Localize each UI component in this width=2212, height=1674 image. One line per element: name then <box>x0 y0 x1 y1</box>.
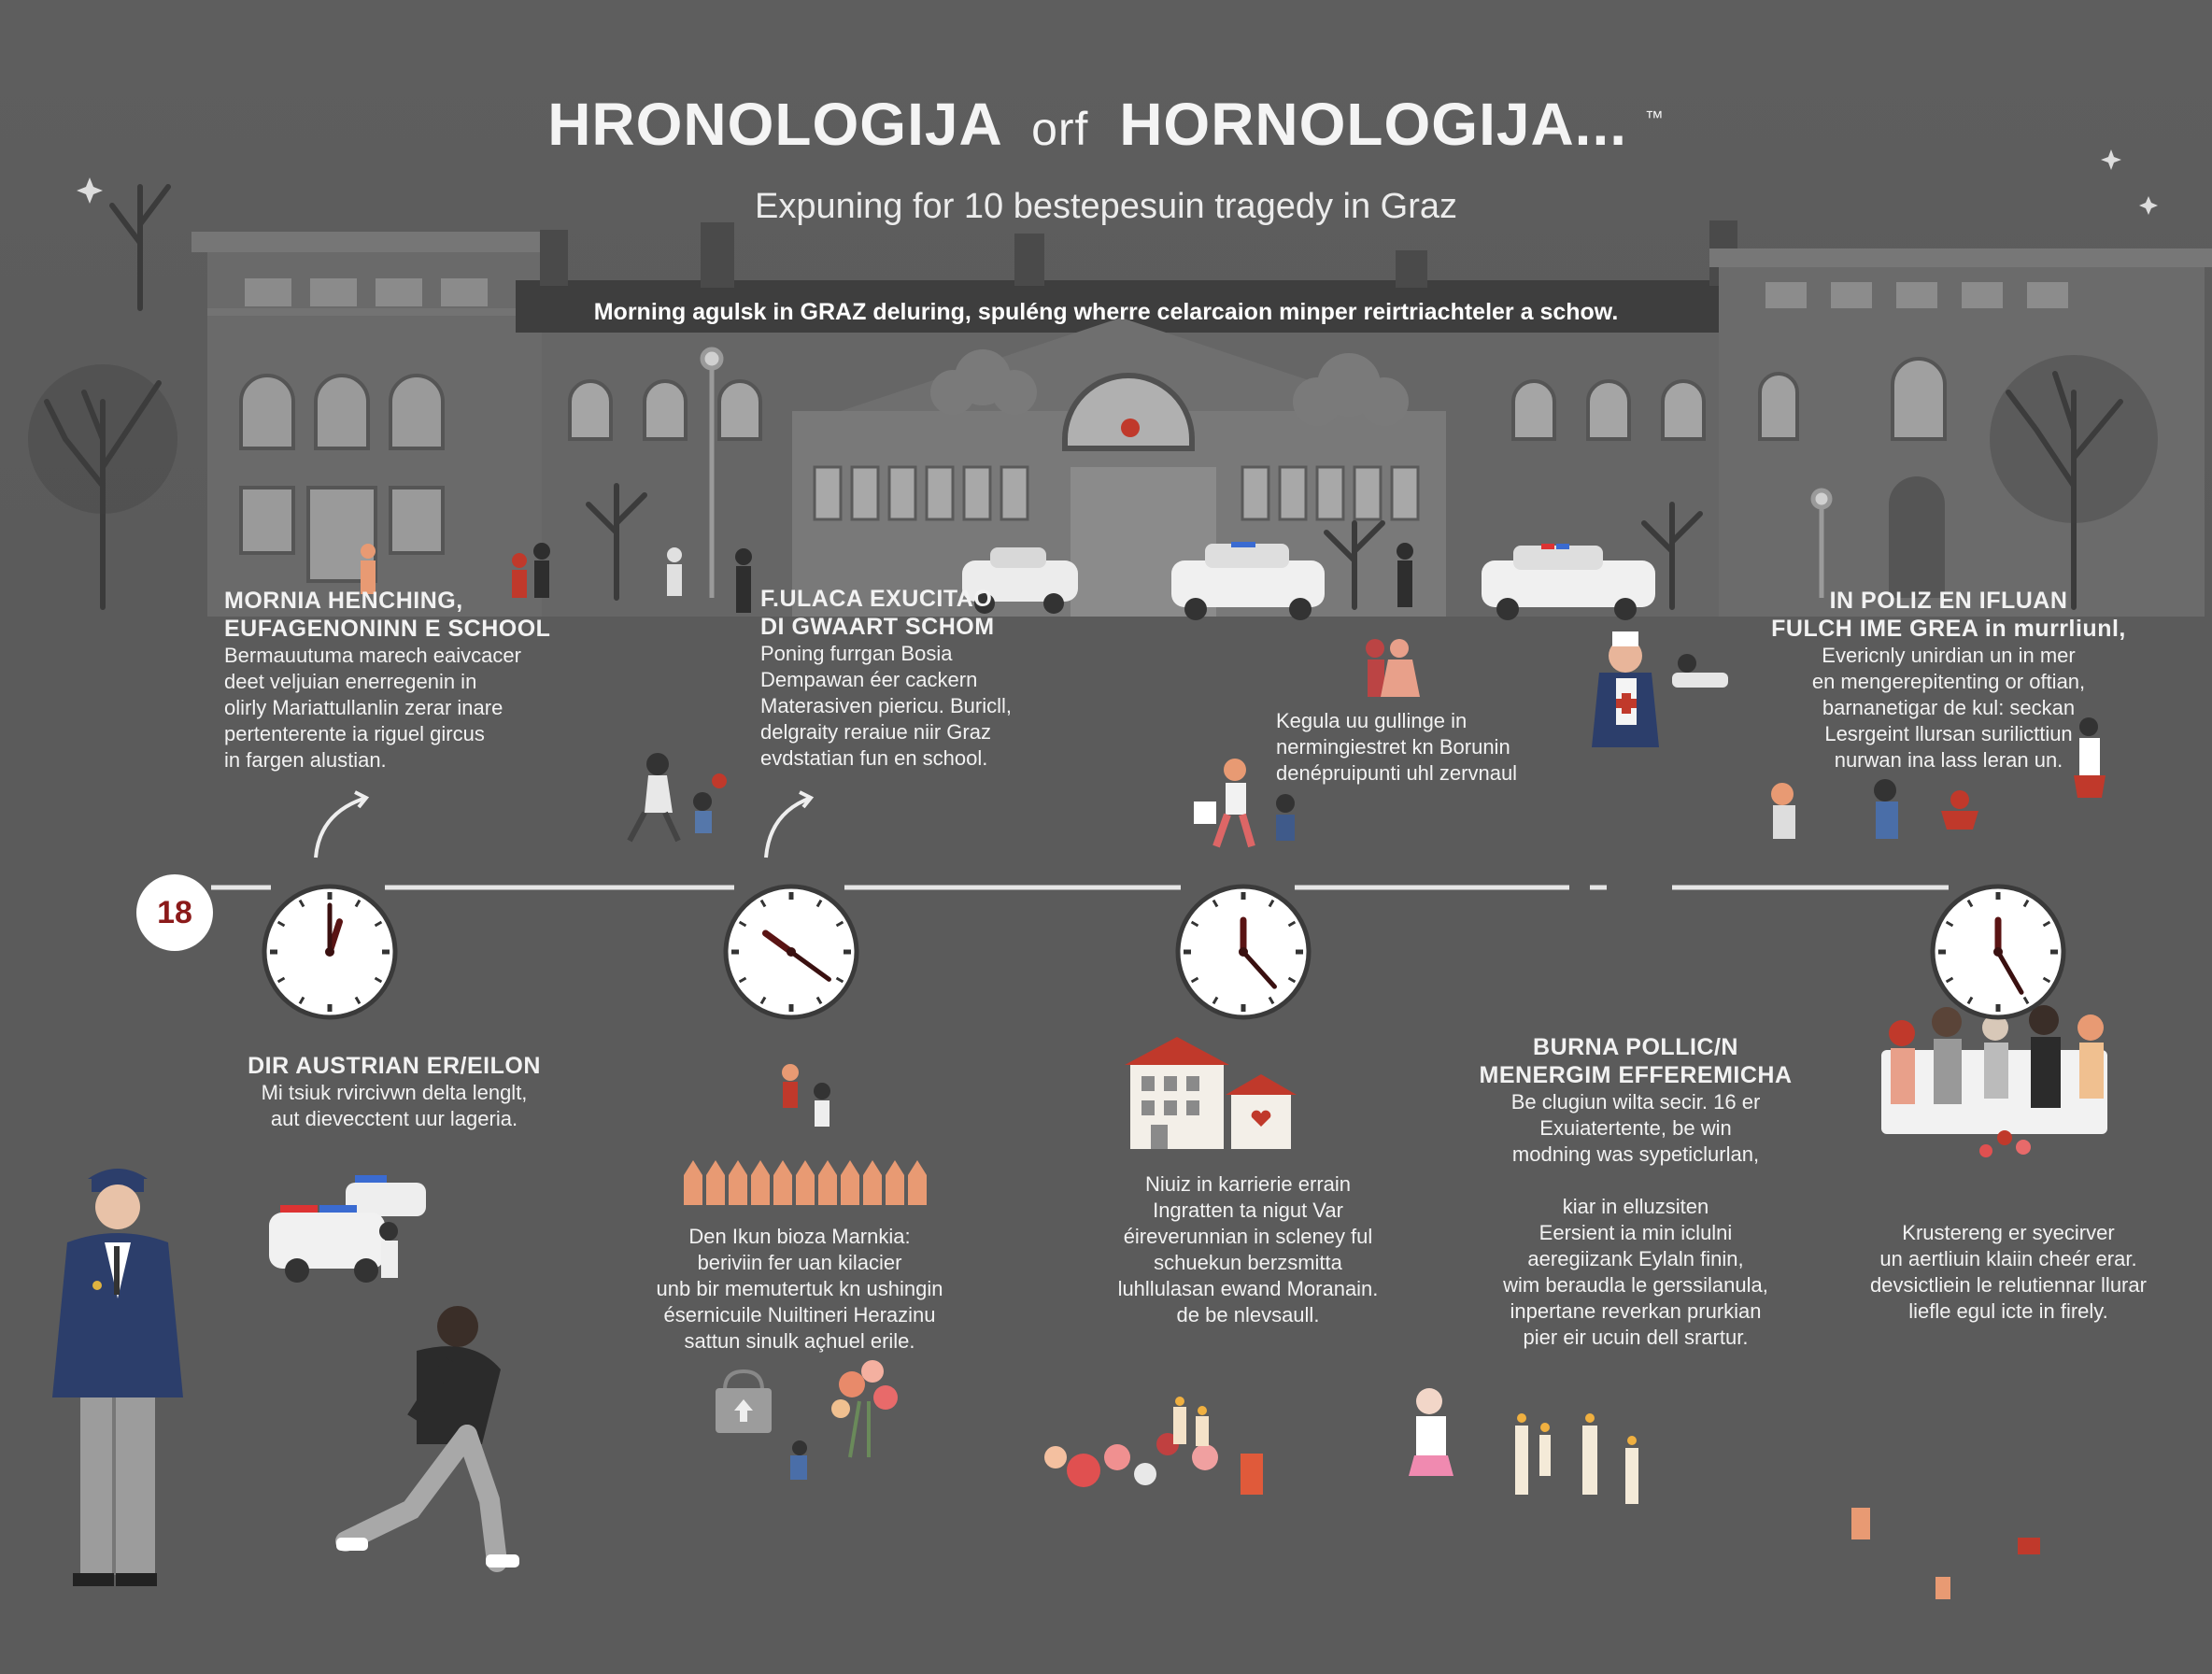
block-body-line: Be clugiun wilta secir. 16 er <box>1510 1090 1761 1114</box>
block-body-line: deet veljuian enerregenin in <box>224 670 477 693</box>
block-body-line: sattun sinulk açhuel erile. <box>684 1329 915 1353</box>
block-body-line: en mengerepitenting or oftian, <box>1811 670 2086 693</box>
left-building <box>191 232 560 617</box>
block-body-line: aeregiizank Eylaln finin, <box>1527 1247 1744 1270</box>
block-body-line: nermingiestret kn Borunin <box>1276 735 1510 759</box>
block-body-line: Lesrgeint llursan surilicttiun <box>1824 722 2073 745</box>
block-body-line: in fargen alustian. <box>224 748 387 772</box>
clock-icon <box>260 882 400 1022</box>
block-heading-line: MENERGIM EFFEREMICHA <box>1479 1062 1793 1088</box>
block-body-line: aut dievecctent uur lageria. <box>270 1107 518 1130</box>
block-body-line: Exuiatertente, be win <box>1539 1116 1732 1140</box>
trademark-mark: ™ <box>1644 107 1665 129</box>
block-heading-line: IN POLIZ EN IFLUAN <box>1829 588 2068 614</box>
block-body-line: Den Ikun bioza Marnkia: <box>688 1225 911 1248</box>
lower-block-5 <box>1831 1220 2186 1325</box>
upper-block-3 <box>1276 708 1594 787</box>
clock-icon <box>1173 882 1313 1022</box>
block-body-line: kiar in elluzsiten <box>1562 1195 1709 1218</box>
block-heading-line: DIR AUSTRIAN ER/EILON <box>248 1053 541 1079</box>
block-heading-line: F.ULACA EXUCITAO <box>760 586 993 612</box>
title-right: HORNOLOGIJA... <box>1119 91 1628 158</box>
block-body-line: luhllulasan ewand Moranain. <box>1117 1277 1379 1300</box>
page-title <box>0 90 2212 159</box>
lower-block-1 <box>217 1052 572 1132</box>
block-heading-line: DI GWAART SCHOM <box>760 614 995 640</box>
block-heading-line: FULCH IME GREA in murrliunl, <box>1771 616 2126 642</box>
block-body-line: un aertliuin klaiin cheér erar. <box>1879 1247 2137 1270</box>
clock-icon <box>1928 882 2068 1022</box>
block-body-line: olirly Mariattullanlin zerar inare <box>224 696 503 719</box>
lower-block-2 <box>631 1224 968 1355</box>
block-body-line: evdstatian fun en school. <box>760 746 988 770</box>
block-body-line: pier eir ucuin dell srartur. <box>1523 1326 1749 1349</box>
page-subtitle: Expuning for 10 bestepesuin tragedy in Graz <box>754 187 1458 226</box>
clock-icon <box>721 882 861 1022</box>
block-body-line: wim beraudla le gerssilanula, <box>1503 1273 1768 1297</box>
upper-block-4 <box>1771 587 2126 773</box>
block-body-line: modning was sypeticlurlan, <box>1511 1142 1760 1166</box>
block-body-line: beriviin fer uan kilacier <box>697 1251 902 1274</box>
block-body-line: pertenterente ia riguel gircus <box>224 722 485 745</box>
clock-face <box>1928 882 2068 1022</box>
title-middle: orf <box>1031 103 1089 155</box>
clock-face <box>721 882 861 1022</box>
block-body-line: barnanetigar de kul: seckan <box>1822 696 2076 719</box>
block-heading-line: BURNA POLLIC/N <box>1533 1034 1738 1060</box>
block-body-line: de be nlevsaull. <box>1176 1303 1320 1326</box>
lower-block-3 <box>1080 1171 1416 1328</box>
block-body-line: ésernicuile Nuiltineri Herazinu <box>663 1303 936 1326</box>
block-body-line: Kegula uu gullinge in <box>1276 709 1468 732</box>
block-body-line: denépruipunti uhl zervnaul <box>1276 761 1518 785</box>
block-body-line: liefle egul icte in firely. <box>1908 1299 2108 1323</box>
block-heading-line: MORNIA HENCHING, <box>224 588 463 614</box>
clock-face <box>260 882 400 1022</box>
block-body-line: unb bir memutertuk kn ushingin <box>656 1277 943 1300</box>
block-body-line: inpertane reverkan prurkian <box>1510 1299 1762 1323</box>
clock-face <box>1173 882 1313 1022</box>
block-body-line: Dempawan éer cackern <box>760 668 978 691</box>
upper-block-1 <box>224 587 579 773</box>
block-body-line: Ingratten ta nigut Var <box>1153 1199 1343 1222</box>
start-badge: 18 <box>136 874 213 951</box>
block-body-line: Krustereng er syecirver <box>1902 1221 2115 1244</box>
block-body-line: Evericnly unirdian un in mer <box>1822 644 2076 667</box>
block-body-line: éireverunnian in scleney ful <box>1123 1225 1373 1248</box>
block-body-line: Eersient ia min iclulni <box>1538 1221 1733 1244</box>
title-left: HRONOLOGIJA <box>547 91 1001 158</box>
block-body-line: Mi tsiuk rvircivwn delta lenglt, <box>261 1081 528 1104</box>
lower-block-4 <box>1453 1033 1818 1351</box>
block-body-line: Niuiz in karrierie errain <box>1144 1172 1352 1196</box>
block-body-line: Bermauutuma marech eaivcacer <box>224 644 521 667</box>
upper-block-2 <box>760 585 1078 772</box>
block-body-line: Materasiven piericu. Buricll, <box>760 694 1012 717</box>
block-heading-line: EUFAGENONINN E SCHOOL <box>224 616 551 642</box>
banner-text: Morning agulsk in GRAZ deluring, spuléng wherre celarcaion minper reirtriachteler a schow. <box>593 299 1619 325</box>
block-body-line: devsictliein le relutiennar llurar <box>1870 1273 2147 1297</box>
block-body-line: delgraity reraiue niir Graz <box>760 720 991 744</box>
block-body-line: schuekun berzsmitta <box>1154 1251 1342 1274</box>
block-body-line: Poning furrgan Bosia <box>760 642 953 665</box>
block-body-line <box>1453 1168 1818 1194</box>
block-body-line: nurwan ina lass leran un. <box>1834 748 2063 772</box>
